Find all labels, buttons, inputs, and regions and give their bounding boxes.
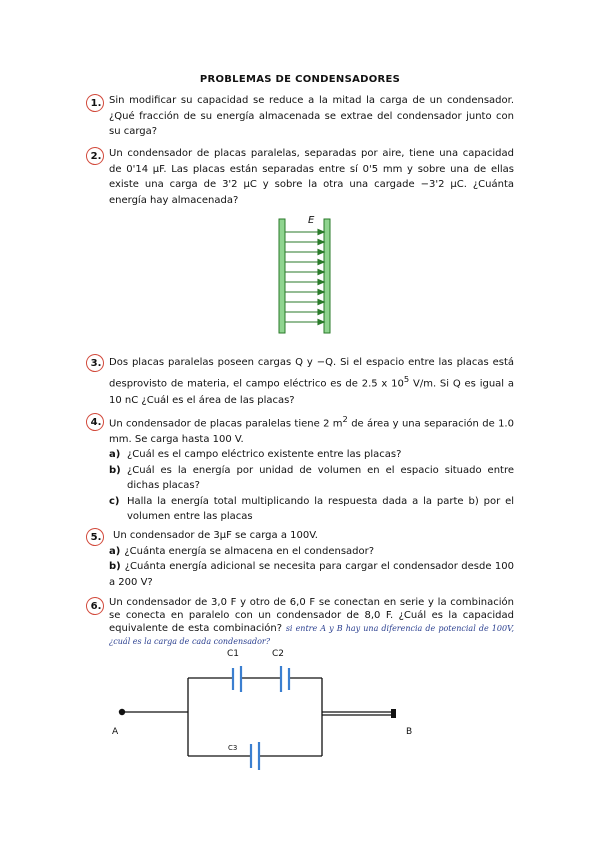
field-lines <box>285 230 324 325</box>
problem-5-number: 5. <box>90 532 102 543</box>
problem-2-number: 2. <box>90 151 102 162</box>
problem-6-number: 6. <box>90 601 102 612</box>
parallel-plate-figure <box>272 212 338 336</box>
problem-4-item-b: b) ¿Cuál es la energía por unidad de volumen en el espacio situado entre dichas placas? <box>109 464 514 492</box>
field-label: E <box>308 215 315 226</box>
problem-6-text: Un condensador de 3,0 F y otro de 6,0 F se conectan en serie y la combinación se conecta en paralelo con un condensador de 8,0 F. ¿Cuál es la capacidad equivalente de esta combinación? si entre A y B hay una diferencia de potencial de 100V, ¿cuál es la carga de cada condensador? <box>109 597 514 646</box>
problem-4-item-c: c) Halla la energía total multiplicando la respuesta dada a la parte b) por el volumen entre las placas <box>109 495 514 523</box>
node-b-label: B <box>406 727 413 737</box>
problem-3-number: 3. <box>90 358 102 369</box>
problem-4-item-a: a) ¿Cuál es el campo eléctrico existente entre las placas? <box>109 449 402 461</box>
problem-1-text: Sin modificar su capacidad se reduce a la mitad la carga de un condensador. ¿Qué fracción de su energía almacenada se extrae del condensador junto con su carga? <box>109 95 514 137</box>
problem-5-item-b: b) ¿Cuánta energía adicional se necesita para cargar el condensador desde 100 a 200 V? <box>109 561 514 588</box>
problem-2-text: Un condensador de placas paralelas, separadas por aire, tiene una capacidad de 0'14 µF. Las placas están separadas entre sí 0'5 mm y sobre una de ellas existe una carga de 3'2 µC y sobre la otra una cargade −3'2 µC. ¿Cuánta energía hay almacenada? <box>109 148 514 206</box>
circuit-diagram <box>100 640 430 780</box>
handwritten-note: si entre A y B hay una diferencia de potencial de 100V, ¿cuál es la carga de cada condensador? <box>109 624 514 646</box>
problem-5-item-a: a) ¿Cuánta energía se almacena en el condensador? <box>109 545 375 557</box>
node-a-terminal <box>119 709 125 715</box>
problem-4-text: Un condensador de placas paralelas tiene 2 $m^2$ de área y una separación de 1.0 mm. Se carga hasta 100 V. a) ¿Cuál es el campo eléctrico existente entre las placas? b) ¿Cuál es la energía por unidad de volumen en el espacio situado entre dichas placas? c) Halla la energía total multiplicando la respuesta dada a la parte b) por el volumen entre las placas <box>109 412 514 525</box>
node-b-terminal <box>391 709 396 718</box>
problem-1-number: 1. <box>90 98 102 109</box>
c2-label: C2 <box>272 649 285 659</box>
page-title: PROBLEMAS DE CONDENSADORES <box>199 74 401 85</box>
c3-label: C3 <box>228 744 238 752</box>
problem-4-number: 4. <box>90 417 102 428</box>
node-a-label: A <box>112 727 119 737</box>
problem-5-text: Un condensador de 3µF se carga a 100V. a) ¿Cuánta energía se almacena en el condensador? b) ¿Cuánta energía adicional se necesita para cargar el condensador desde 100 a 200 V? <box>109 528 514 590</box>
problem-3-text: Dos placas paralelas poseen cargas Q y −Q. Si el espacio entre las placas está desprovisto de materia, el campo eléctrico es de 2.5 x $10^5$ V/m. Si Q es igual a 10 nC ¿Cuál es el área de las placas? <box>109 357 514 407</box>
capacitor-plates <box>233 666 289 770</box>
c1-label: C1 <box>227 649 240 659</box>
